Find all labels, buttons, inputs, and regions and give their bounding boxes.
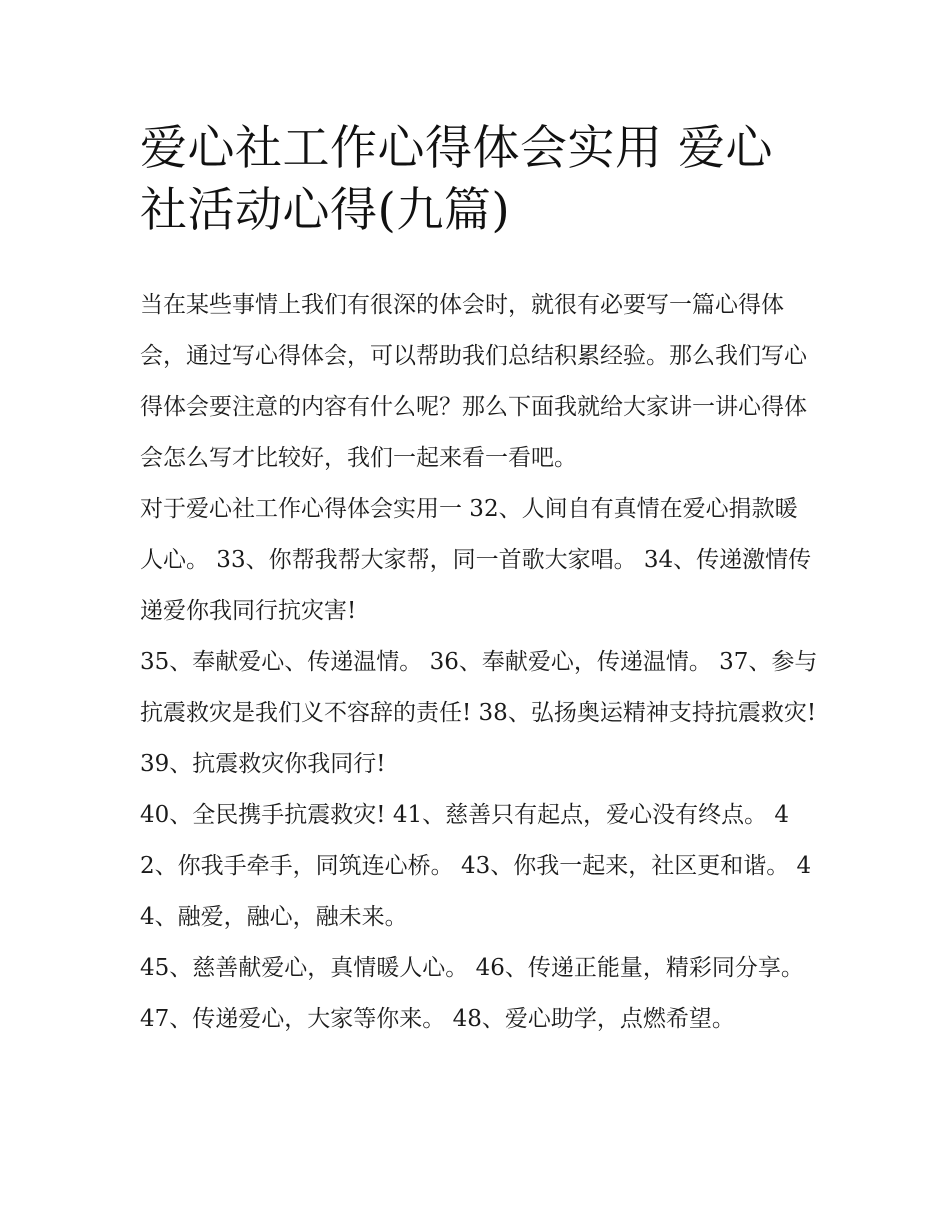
paragraph-slogans-32-34: 对于爱心社工作心得体会实用一 32、人间自有真情在爱心捐款暖人心。 33、你帮我帮大家帮，同一首歌大家唱。 34、传递激情传递爱你我同行抗灾害! [140, 496, 812, 624]
document-title: 爱心社工作心得体会实用 爱心社活动心得(九篇) [140, 121, 773, 238]
paragraph-slogans-40-44: 40、全民携手抗震救灾! 41、慈善只有起点，爱心没有终点。 42、你我手牵手，同筑连心桥。 43、你我一起来，社区更和谐。 44、融爱，融心，融未来。 [140, 802, 812, 930]
paragraph-intro: 当在某些事情上我们有很深的体会时，就很有必要写一篇心得体会，通过写心得体会，可以帮助我们总结积累经验。那么我们写心得体会要注意的内容有什么呢？那么下面我就给大家讲一讲心得体会怎么写才比较好，我们一起来看一看吧。 [140, 292, 807, 471]
paragraph-slogans-35-39: 35、奉献爱心、传递温情。 36、奉献爱心，传递温情。 37、参与抗震救灾是我们义不容辞的责任! 38、弘扬奥运精神支持抗震救灾! 39、抗震救灾你我同行! [140, 649, 818, 777]
document-body [140, 280, 820, 1045]
paragraph-slogans-45-48: 45、慈善献爱心，真情暖人心。 46、传递正能量，精彩同分享。 47、传递爱心，大家等你来。 48、爱心助学，点燃希望。 [140, 955, 804, 1032]
